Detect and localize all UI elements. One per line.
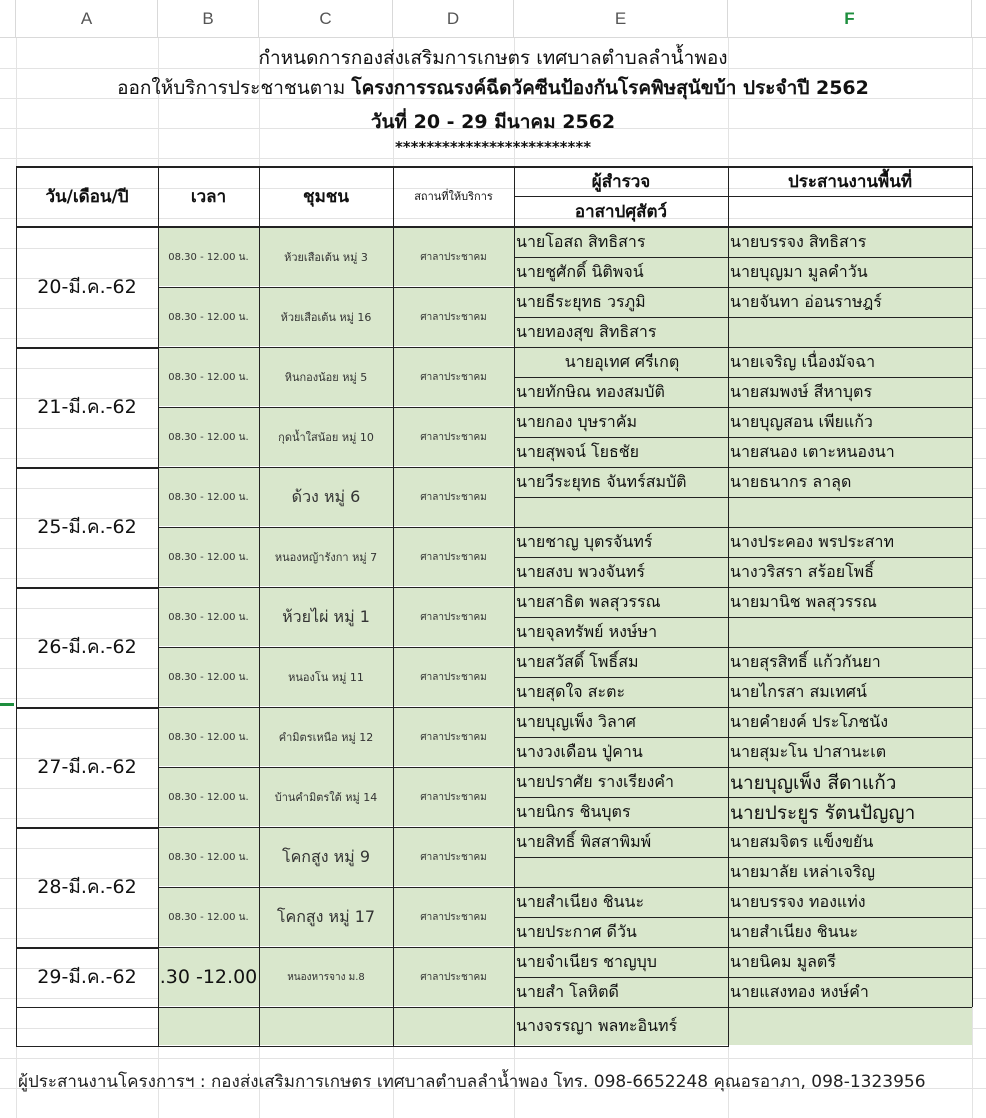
date-cell[interactable]: 29-มี.ค.-62 xyxy=(37,966,137,988)
surveyor-cell[interactable]: นายวีระยุทธ จันทร์สมบัติ xyxy=(514,468,728,497)
column-header-d[interactable]: D xyxy=(393,0,514,38)
community-cell[interactable]: ห้วยไผ่ หมู่ 1 xyxy=(259,588,393,646)
date-cell[interactable]: 20-มี.ค.-62 xyxy=(37,276,137,298)
venue-cell[interactable]: ศาลาประชาคม xyxy=(393,768,514,826)
surveyor-cell[interactable]: นายปราศัย รางเรียงคำ xyxy=(514,768,728,797)
title-line-2: ออกให้บริการประชาชนตาม โครงการรณรงค์ฉีดวัคซีนป้องกันโรคพิษสุนัขบ้า ประจำปี 2562 xyxy=(117,77,869,99)
coordinator-cell[interactable]: นายมาลัย เหล่าเจริญ xyxy=(728,858,972,887)
time-cell[interactable]: 08.30 - 12.00 น. xyxy=(158,648,259,706)
coordinator-cell[interactable]: นางประคอง พรประสาท xyxy=(728,528,972,557)
title-line-1: กำหนดการกองส่งเสริมการเกษตร เทศบาลตำบลลำน้ำพอง xyxy=(258,47,728,69)
coordinator-cell[interactable] xyxy=(728,1008,972,1045)
venue-cell[interactable]: ศาลาประชาคม xyxy=(393,888,514,946)
community-cell[interactable]: ห้วยเสือเต้น หมู่ 16 xyxy=(259,288,393,346)
community-cell[interactable]: บ้านคำมิตรใต้ หมู่ 14 xyxy=(259,768,393,826)
surveyor-cell[interactable]: นายสวัสดิ์ โพธิ์สม xyxy=(514,648,728,677)
surveyor-cell[interactable]: นางวงเดือน ปู่คาน xyxy=(514,738,728,767)
surveyor-cell[interactable]: นายสำ โลหิตดี xyxy=(514,978,728,1007)
header-community: ชุมชน xyxy=(303,186,349,207)
column-header-c[interactable]: C xyxy=(259,0,393,38)
venue-cell[interactable]: ศาลาประชาคม xyxy=(393,288,514,346)
grid-row-line xyxy=(0,158,986,159)
date-cell[interactable]: 27-มี.ค.-62 xyxy=(37,756,137,778)
community-cell[interactable]: หนองโน หมู่ 11 xyxy=(259,648,393,706)
time-cell[interactable]: .30 -12.00 xyxy=(158,948,259,1006)
venue-cell[interactable]: ศาลาประชาคม xyxy=(393,828,514,886)
date-cell[interactable]: 28-มี.ค.-62 xyxy=(37,876,137,898)
coordinator-cell[interactable]: นายเจริญ เนื่องมัจฉา xyxy=(728,348,972,377)
date-cell[interactable]: 21-มี.ค.-62 xyxy=(37,396,137,418)
time-cell[interactable]: 08.30 - 12.00 น. xyxy=(158,768,259,826)
surveyor-cell[interactable]: นายสาธิต พลสุวรรณ xyxy=(514,588,728,617)
venue-cell[interactable]: ศาลาประชาคม xyxy=(393,528,514,586)
row-selection-marker xyxy=(0,703,14,706)
venue-cell[interactable]: ศาลาประชาคม xyxy=(393,648,514,706)
coordinator-cell[interactable]: นายสมพงษ์ สีหาบุตร xyxy=(728,378,972,407)
column-header-f[interactable]: F xyxy=(728,0,972,38)
date-cell[interactable]: 26-มี.ค.-62 xyxy=(37,636,137,658)
venue-cell[interactable]: ศาลาประชาคม xyxy=(393,408,514,466)
community-cell[interactable]: หินกองน้อย หมู่ 5 xyxy=(259,348,393,406)
time-cell[interactable]: 08.30 - 12.00 น. xyxy=(158,288,259,346)
surveyor-cell[interactable]: นายจุลทรัพย์ หงษ์ษา xyxy=(514,618,728,647)
time-cell[interactable]: 08.30 - 12.00 น. xyxy=(158,528,259,586)
surveyor-cell[interactable]: นายชูศักดิ์ นิติพจน์ xyxy=(514,258,728,287)
coordinator-cell[interactable]: นายสุมะโน ปาสานะเต xyxy=(728,738,972,767)
coordinator-cell[interactable]: นายบรรจง สิทธิสาร xyxy=(728,228,972,257)
header-surveyor: ผู้สำรวจ xyxy=(591,171,651,192)
time-cell[interactable]: 08.30 - 12.00 น. xyxy=(158,348,259,406)
coordinator-cell[interactable]: นายคำยงค์ ประโภชนัง xyxy=(728,708,972,737)
venue-cell[interactable]: ศาลาประชาคม xyxy=(393,228,514,286)
community-cell[interactable]: หนองหารจาง ม.8 xyxy=(259,948,393,1006)
table-border xyxy=(728,166,729,1046)
community-cell[interactable]: คำมิตรเหนือ หมู่ 12 xyxy=(259,708,393,766)
venue-cell[interactable]: ศาลาประชาคม xyxy=(393,708,514,766)
header-time: เวลา xyxy=(190,186,227,207)
time-cell[interactable]: 08.30 - 12.00 น. xyxy=(158,588,259,646)
venue-cell[interactable]: ศาลาประชาคม xyxy=(393,948,514,1006)
coordinator-cell[interactable] xyxy=(728,318,972,347)
community-cell[interactable]: โคกสูง หมู่ 9 xyxy=(259,828,393,886)
footer-contact: ผู้ประสานงานโครงการฯ : กองส่งเสริมการเกษตร เทศบาลตำบลลำน้ำพอง โทร. 098-6652248 คุณอรอาภา, 098-1323956 xyxy=(18,1072,926,1092)
header-surveyor-sub: อาสาปศุสัตว์ xyxy=(574,201,668,222)
surveyor-cell[interactable] xyxy=(514,498,728,527)
date-cell[interactable]: 25-มี.ค.-62 xyxy=(37,516,137,538)
coordinator-cell[interactable]: นายแสงทอง หงษ์คำ xyxy=(728,978,972,1007)
venue-cell[interactable]: ศาลาประชาคม xyxy=(393,348,514,406)
column-header-overflow xyxy=(972,0,986,38)
coordinator-cell[interactable]: นางวริสรา สร้อยโพธิ์ xyxy=(728,558,972,587)
coordinator-cell[interactable]: นายนิคม มูลตรี xyxy=(728,948,972,977)
header-venue: สถานที่ให้บริการ xyxy=(414,190,493,203)
community-cell[interactable]: กุดน้ำใสน้อย หมู่ 10 xyxy=(259,408,393,466)
header-coordinator: ประสานงานพื้นที่ xyxy=(787,171,913,192)
coordinator-cell[interactable]: นายมานิช พลสุวรรณ xyxy=(728,588,972,617)
coordinator-cell[interactable]: นายบุญสอน เพียแก้ว xyxy=(728,408,972,437)
column-header-e[interactable]: E xyxy=(514,0,728,38)
surveyor-cell[interactable]: นายทองสุข สิทธิสาร xyxy=(514,318,728,347)
table-border xyxy=(158,166,159,1046)
grid-row-line xyxy=(0,1058,986,1059)
surveyor-cell[interactable]: นายสุดใจ สะตะ xyxy=(514,678,728,707)
header-date: วัน/เดือน/ปี xyxy=(45,186,129,207)
coordinator-cell[interactable]: นายสนอง เตาะหนองนา xyxy=(728,438,972,467)
empty-fill-cell[interactable] xyxy=(158,1008,514,1045)
community-cell[interactable]: ห้วยเสือเต้น หมู่ 3 xyxy=(259,228,393,286)
surveyor-cell[interactable]: นายประกาศ ดีวัน xyxy=(514,918,728,947)
time-cell[interactable]: 08.30 - 12.00 น. xyxy=(158,228,259,286)
title-line-3: วันที่ 20 - 29 มีนาคม 2562 xyxy=(370,111,616,133)
column-header-b[interactable]: B xyxy=(158,0,259,38)
title-stars: ************************* xyxy=(394,138,592,156)
surveyor-cell[interactable]: นายทักษิณ ทองสมบัติ xyxy=(514,378,728,407)
surveyor-cell[interactable]: นายธีระยุทธ วรภูมิ xyxy=(514,288,728,317)
surveyor-cell[interactable]: นายกอง บุษราคัม xyxy=(514,408,728,437)
community-cell[interactable]: หนองหญ้ารังกา หมู่ 7 xyxy=(259,528,393,586)
coordinator-cell[interactable]: นายไกรสา สมเทศน์ xyxy=(728,678,972,707)
coordinator-cell[interactable]: นายบุญเพ็ง สีดาแก้ว xyxy=(728,768,972,797)
surveyor-cell[interactable]: นายสุพจน์ โยธชัย xyxy=(514,438,728,467)
coordinator-cell[interactable] xyxy=(728,618,972,647)
table-border xyxy=(393,166,394,1046)
venue-cell[interactable]: ศาลาประชาคม xyxy=(393,468,514,526)
table-border xyxy=(16,166,17,1046)
surveyor-cell[interactable]: นายนิกร ชินบุตร xyxy=(514,798,728,827)
column-header-a[interactable]: A xyxy=(16,0,158,38)
coordinator-cell[interactable] xyxy=(728,498,972,527)
surveyor-cell[interactable]: นายสิทธิ์ พิสสาพิมพ์ xyxy=(514,828,728,857)
time-cell[interactable]: 08.30 - 12.00 น. xyxy=(158,708,259,766)
coordinator-cell[interactable]: นายบรรจง ทองแท่ง xyxy=(728,888,972,917)
surveyor-cell[interactable] xyxy=(514,858,728,887)
table-border xyxy=(514,166,515,1046)
coordinator-cell[interactable]: นายธนากร ลาลุด xyxy=(728,468,972,497)
time-cell[interactable]: 08.30 - 12.00 น. xyxy=(158,468,259,526)
surveyor-cell[interactable]: นายจำเนียร ชาญบุบ xyxy=(514,948,728,977)
time-cell[interactable]: 08.30 - 12.00 น. xyxy=(158,888,259,946)
table-border xyxy=(514,196,972,197)
table-border xyxy=(259,166,260,1046)
coordinator-cell[interactable]: นายจันทา อ่อนราษฎร์ xyxy=(728,288,972,317)
select-all-corner[interactable] xyxy=(0,0,16,38)
surveyor-cell[interactable]: นายสำเนียง ชินนะ xyxy=(514,888,728,917)
surveyor-cell[interactable]: นายโอสถ สิทธิสาร xyxy=(514,228,728,257)
table-border xyxy=(16,1046,729,1047)
surveyor-cell[interactable]: นายสงบ พวงจันทร์ xyxy=(514,558,728,587)
coordinator-cell[interactable]: นายสุรสิทธิ์ แก้วกันยา xyxy=(728,648,972,677)
surveyor-cell[interactable]: นายชาญ บุตรจันทร์ xyxy=(514,528,728,557)
coordinator-cell[interactable]: นายประยูร รัตนปัญญา xyxy=(728,798,972,827)
community-cell[interactable]: โคกสูง หมู่ 17 xyxy=(259,888,393,946)
venue-cell[interactable]: ศาลาประชาคม xyxy=(393,588,514,646)
coordinator-cell[interactable]: นายสำเนียง ชินนะ xyxy=(728,918,972,947)
surveyor-cell[interactable]: นายอุเทศ ศรีเกตุ xyxy=(514,348,728,377)
table-border xyxy=(16,1007,972,1008)
surveyor-cell[interactable]: นายบุญเพ็ง วิลาศ xyxy=(514,708,728,737)
community-cell[interactable]: ด้วง หมู่ 6 xyxy=(259,468,393,526)
table-border xyxy=(16,166,972,168)
time-cell[interactable]: 08.30 - 12.00 น. xyxy=(158,408,259,466)
surveyor-cell[interactable]: นางจรรญา พลทะอินทร์ xyxy=(514,1008,728,1045)
coordinator-cell[interactable]: นายบุญมา มูลคำวัน xyxy=(728,258,972,287)
table-border xyxy=(972,166,973,1007)
time-cell[interactable]: 08.30 - 12.00 น. xyxy=(158,828,259,886)
coordinator-cell[interactable]: นายสมจิตร แข็งขยัน xyxy=(728,828,972,857)
